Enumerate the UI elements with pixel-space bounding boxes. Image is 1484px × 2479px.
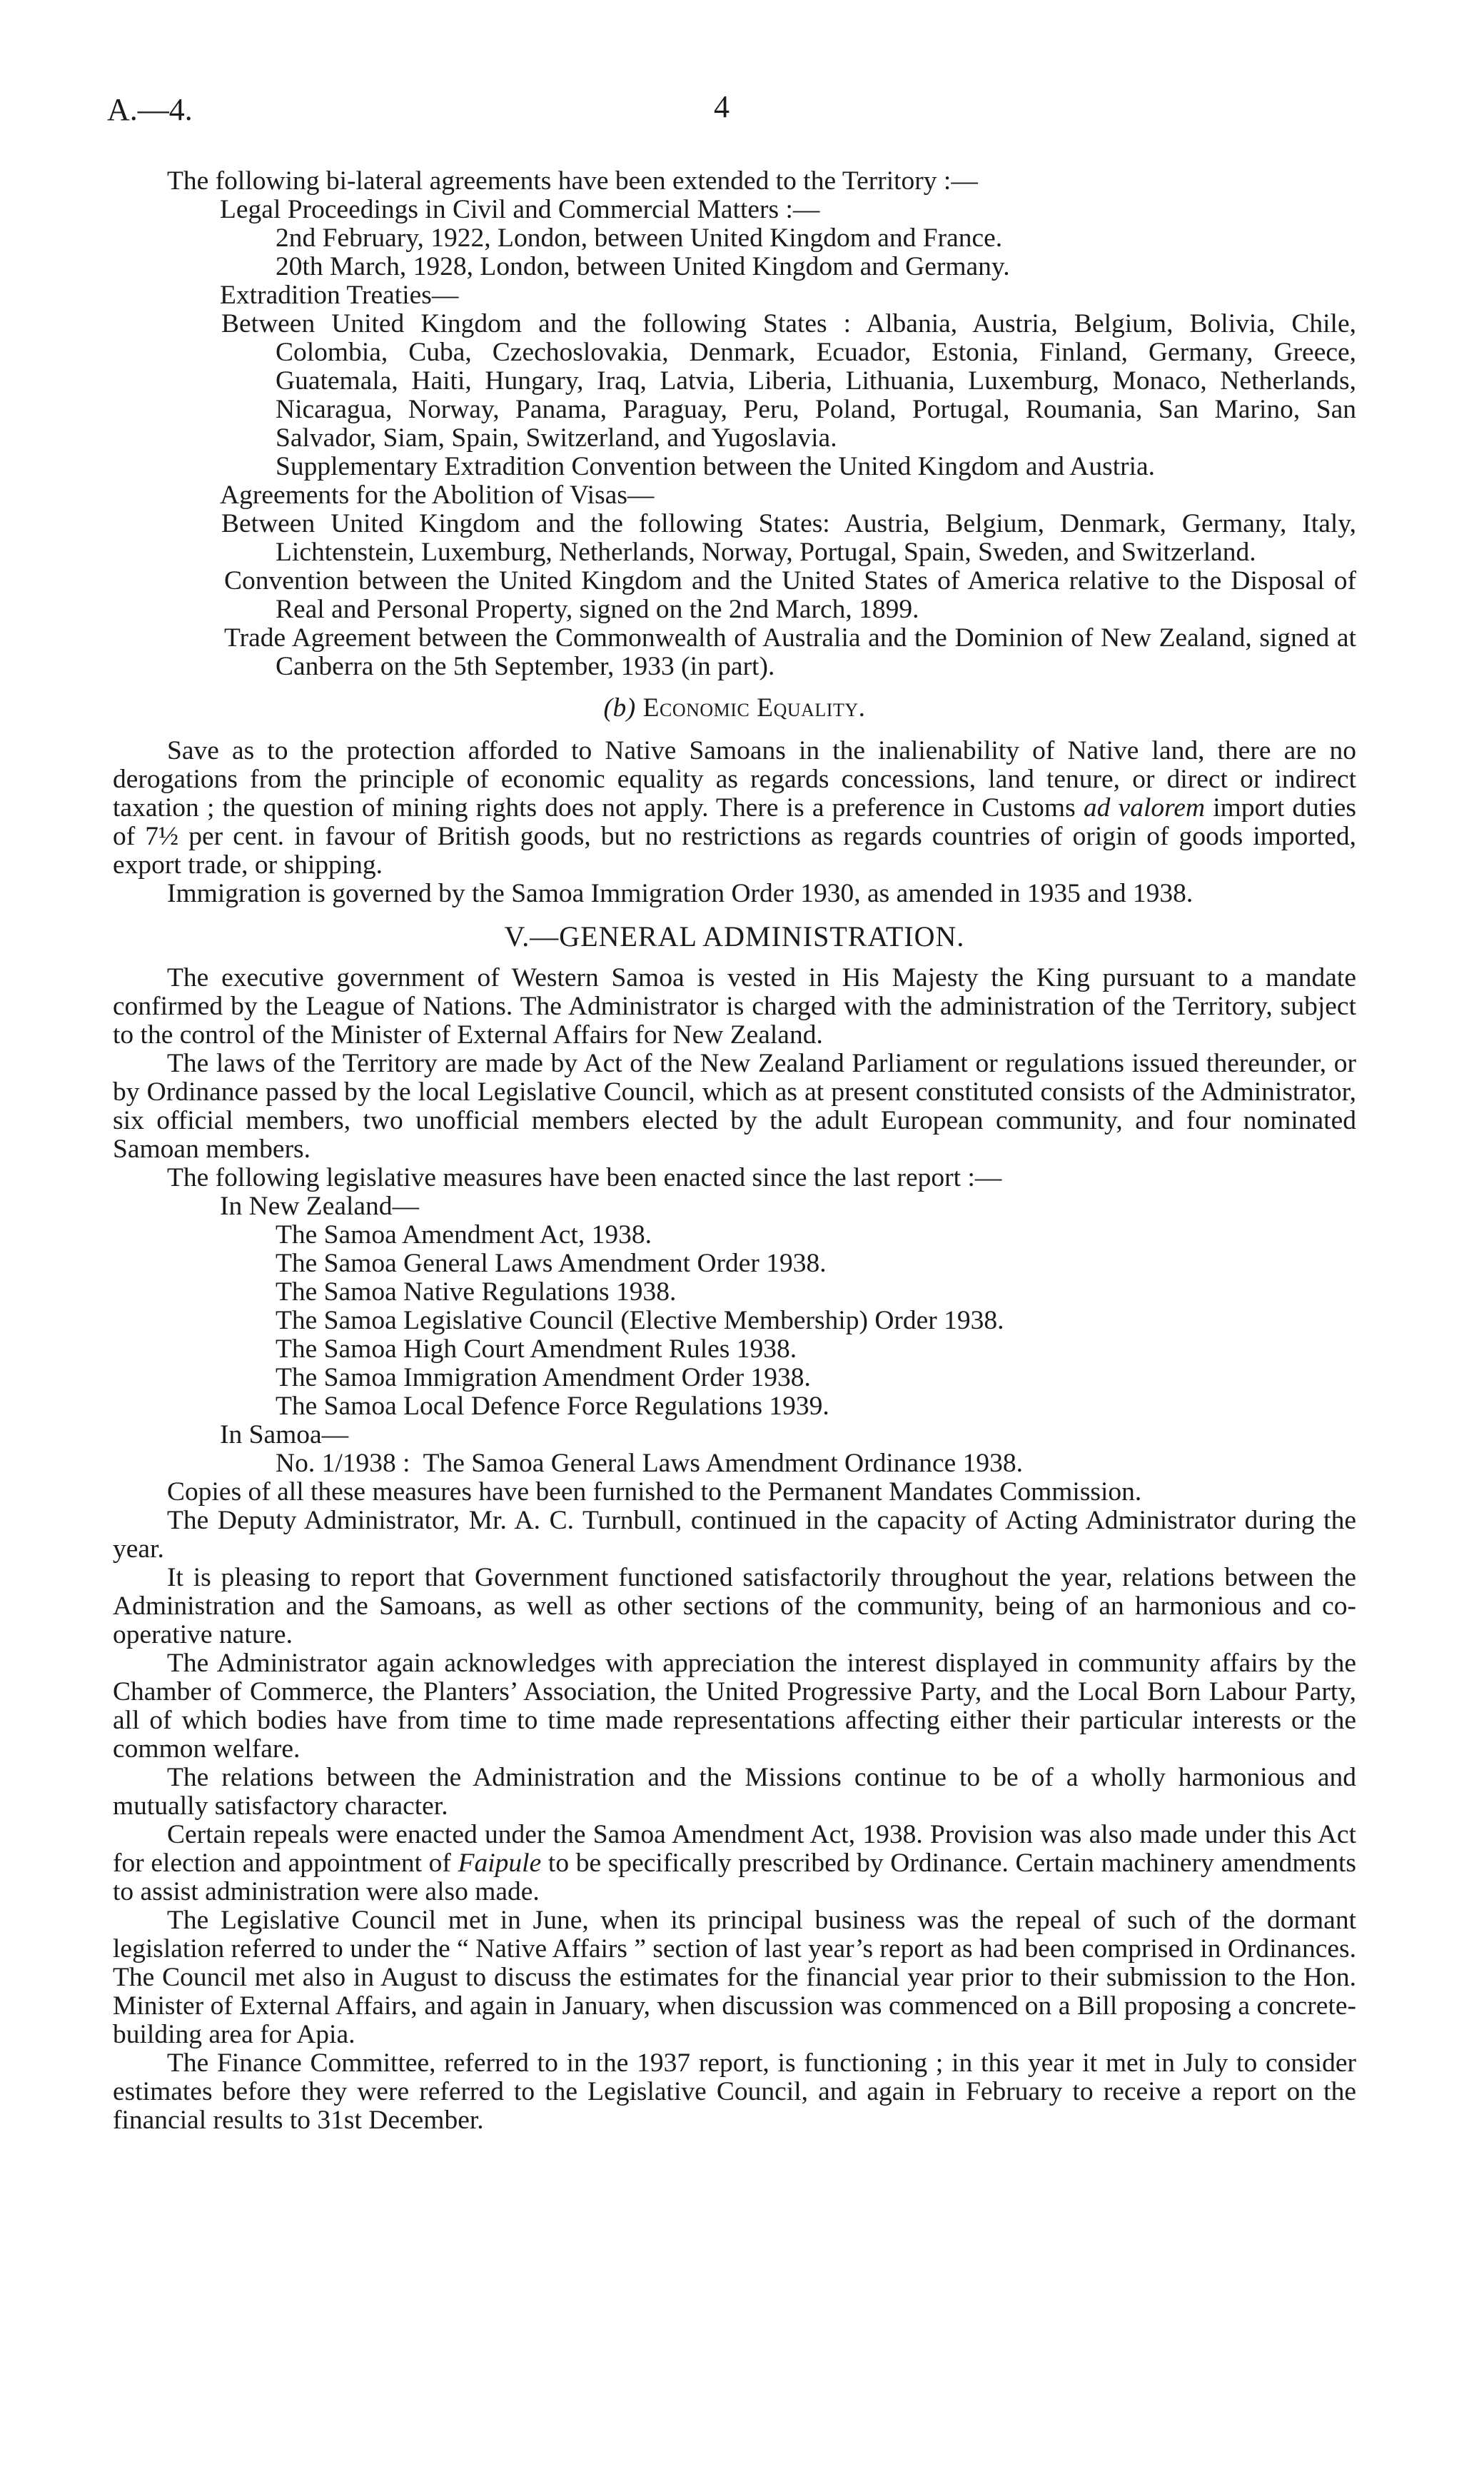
- paragraph: The Finance Committee, referred to in the 1937 report, is functioning ; in this year it met in July to consider estimates before they were referred to the Legislative Council, and again in February to receive a report on the financial results to 31st December.: [113, 2048, 1356, 2135]
- repeals-text-b: to be specifically prescribed by Ordinance. Certain machinery amendments to assist administration were also made.: [113, 1849, 1357, 1906]
- visas-heading: Agreements for the Abolition of Visas—: [220, 481, 655, 510]
- extradition-heading: Extradition Treaties—: [220, 281, 459, 310]
- nz-measure: The Samoa Immigration Amendment Order 1938.: [276, 1363, 811, 1392]
- paragraph: Copies of all these measures have been furnished to the Permanent Mandates Commission.: [167, 1477, 1142, 1507]
- document-reference: A.—4.: [107, 92, 193, 127]
- economic-heading-label: (b): [603, 693, 636, 723]
- paragraph: [113, 1821, 1356, 1906]
- paragraph: The Administrator again acknowledges with appreciation the interest displayed in community affairs by the Chamber of Commerce, the Planters’ Association, the United Progressive Party, and the Local Born Labour Party, all of which bodies have from time to time made representations affecting either their particular interests or the common welfare.: [113, 1649, 1356, 1764]
- paragraph: The following legislative measures have been enacted since the last report :—: [167, 1163, 1002, 1192]
- trade-agreement: Trade Agreement between the Commonwealth of Australia and the Dominion of New Zealand, signed at Canberra on the 5th September, 1933 (in part).: [224, 623, 1356, 681]
- extradition-states: Between United Kingdom and the following States : Albania, Austria, Belgium, Bolivia, Chile, Colombia, Cuba, Czechoslovakia, Denmark, Ecuador, Estonia, Finland, Germany, Greece, Guatemala, Haiti, Hungary, Iraq, Latvia, Liberia, Lithuania, Luxemburg, Monaco, Netherlands, Nicaragua, Norway, Panama, Paraguay, Peru, Poland, Portugal, Roumania, San Marino, San Salvador, Siam, Spain, Switzerland, and Yugoslavia.: [221, 309, 1356, 453]
- samoa-measure: No. 1/1938 : The Samoa General Laws Amendment Ordinance 1938.: [276, 1449, 1023, 1478]
- economic-text-a: Save as to the protection afforded to Native Samoans in the inalienability of Native land, there are no derogations from the principle of economic equality as regards concessions, land tenure, or direct or indirect taxation ; the question of mining rights does not apply. There is a preference in Customs: [113, 736, 1356, 823]
- paragraph: The executive government of Western Samoa is vested in His Majesty the King pursuant to a mandate confirmed by the League of Nations. The Administrator is charged with the administration of the Territory, subject to the control of the Minister of External Affairs for New Zealand.: [113, 963, 1356, 1050]
- section-heading: V.—GENERAL ADMINISTRATION.: [504, 920, 965, 952]
- repeals-text-a: Certain repeals were enacted under the Samoa Amendment Act, 1938. Provision was also made under this Act for election and appointment of: [113, 1820, 1356, 1878]
- economic-text-b: import duties of 7½ per cent. in favour of British goods, but no restrictions as regards countries of origin of goods imported, export trade, or shipping.: [113, 793, 1357, 880]
- economic-paragraph: [113, 737, 1356, 880]
- economic-heading-text: Economic Equality.: [642, 693, 866, 723]
- nz-measure: The Samoa Legislative Council (Elective Membership) Order 1938.: [276, 1306, 1004, 1335]
- visas-states: Between United Kingdom and the following States: Austria, Belgium, Denmark, Germany, Italy, Lichtenstein, Luxemburg, Netherlands, Norway, Portugal, Spain, Sweden, and Switzerland.: [221, 509, 1356, 567]
- ad-valorem-term: ad valorem: [1083, 793, 1206, 823]
- immigration-paragraph: Immigration is governed by the Samoa Immigration Order 1930, as amended in 1935 and 1938.: [167, 879, 1193, 908]
- samoa-heading: In Samoa—: [220, 1420, 349, 1449]
- paragraph: The relations between the Administration and the Missions continue to be of a wholly harmonious and mutually satisfactory character.: [113, 1763, 1356, 1821]
- nz-measure: The Samoa Local Defence Force Regulations 1939.: [276, 1392, 829, 1421]
- legal-proceedings-heading: Legal Proceedings in Civil and Commercial Matters :—: [220, 195, 820, 224]
- page-number: 4: [714, 89, 730, 124]
- treaties-intro: The following bi-lateral agreements have been extended to the Territory :—: [167, 166, 978, 196]
- legal-item: 20th March, 1928, London, between United Kingdom and Germany.: [276, 252, 1010, 281]
- nz-measure: The Samoa General Laws Amendment Order 1938.: [276, 1249, 827, 1278]
- nz-measure: The Samoa Amendment Act, 1938.: [276, 1220, 652, 1249]
- faipule-term: Faipule: [458, 1849, 542, 1878]
- property-convention: Convention between the United Kingdom and the United States of America relative to the Disposal of Real and Personal Property, signed on the 2nd March, 1899.: [224, 566, 1356, 624]
- paragraph: It is pleasing to report that Government functioned satisfactorily throughout the year, relations between the Administration and the Samoans, as well as other sections of the community, being of an harmonious and co-operative nature.: [113, 1563, 1356, 1649]
- nz-heading: In New Zealand—: [220, 1192, 420, 1221]
- paragraph: The Deputy Administrator, Mr. A. C. Turnbull, continued in the capacity of Acting Administrator during the year.: [113, 1506, 1356, 1564]
- nz-measure: The Samoa Native Regulations 1938.: [276, 1277, 677, 1307]
- paragraph: The Legislative Council met in June, when its principal business was the repeal of such of the dormant legislation referred to under the “ Native Affairs ” section of last year’s report as had been comprised in Ordinances. The Council met also in August to discuss the estimates for the financial year prior to their submission to the Hon. Minister of External Affairs, and again in January, when discussion was commenced on a Bill proposing a concrete-building area for Apia.: [113, 1906, 1356, 2049]
- economic-equality-heading: [113, 694, 1356, 723]
- legal-item: 2nd February, 1922, London, between United Kingdom and France.: [276, 223, 1003, 253]
- nz-measure: The Samoa High Court Amendment Rules 1938.: [276, 1334, 797, 1364]
- page-body: [113, 167, 1356, 2135]
- paragraph: The laws of the Territory are made by Act of the New Zealand Parliament or regulations issued thereunder, or by Ordinance passed by the local Legislative Council, which as at present constituted consists of the Administrator, six official members, two unofficial members elected by the adult European community, and four nominated Samoan members.: [113, 1049, 1356, 1164]
- supplementary-convention: Supplementary Extradition Convention between the United Kingdom and Austria.: [276, 452, 1156, 481]
